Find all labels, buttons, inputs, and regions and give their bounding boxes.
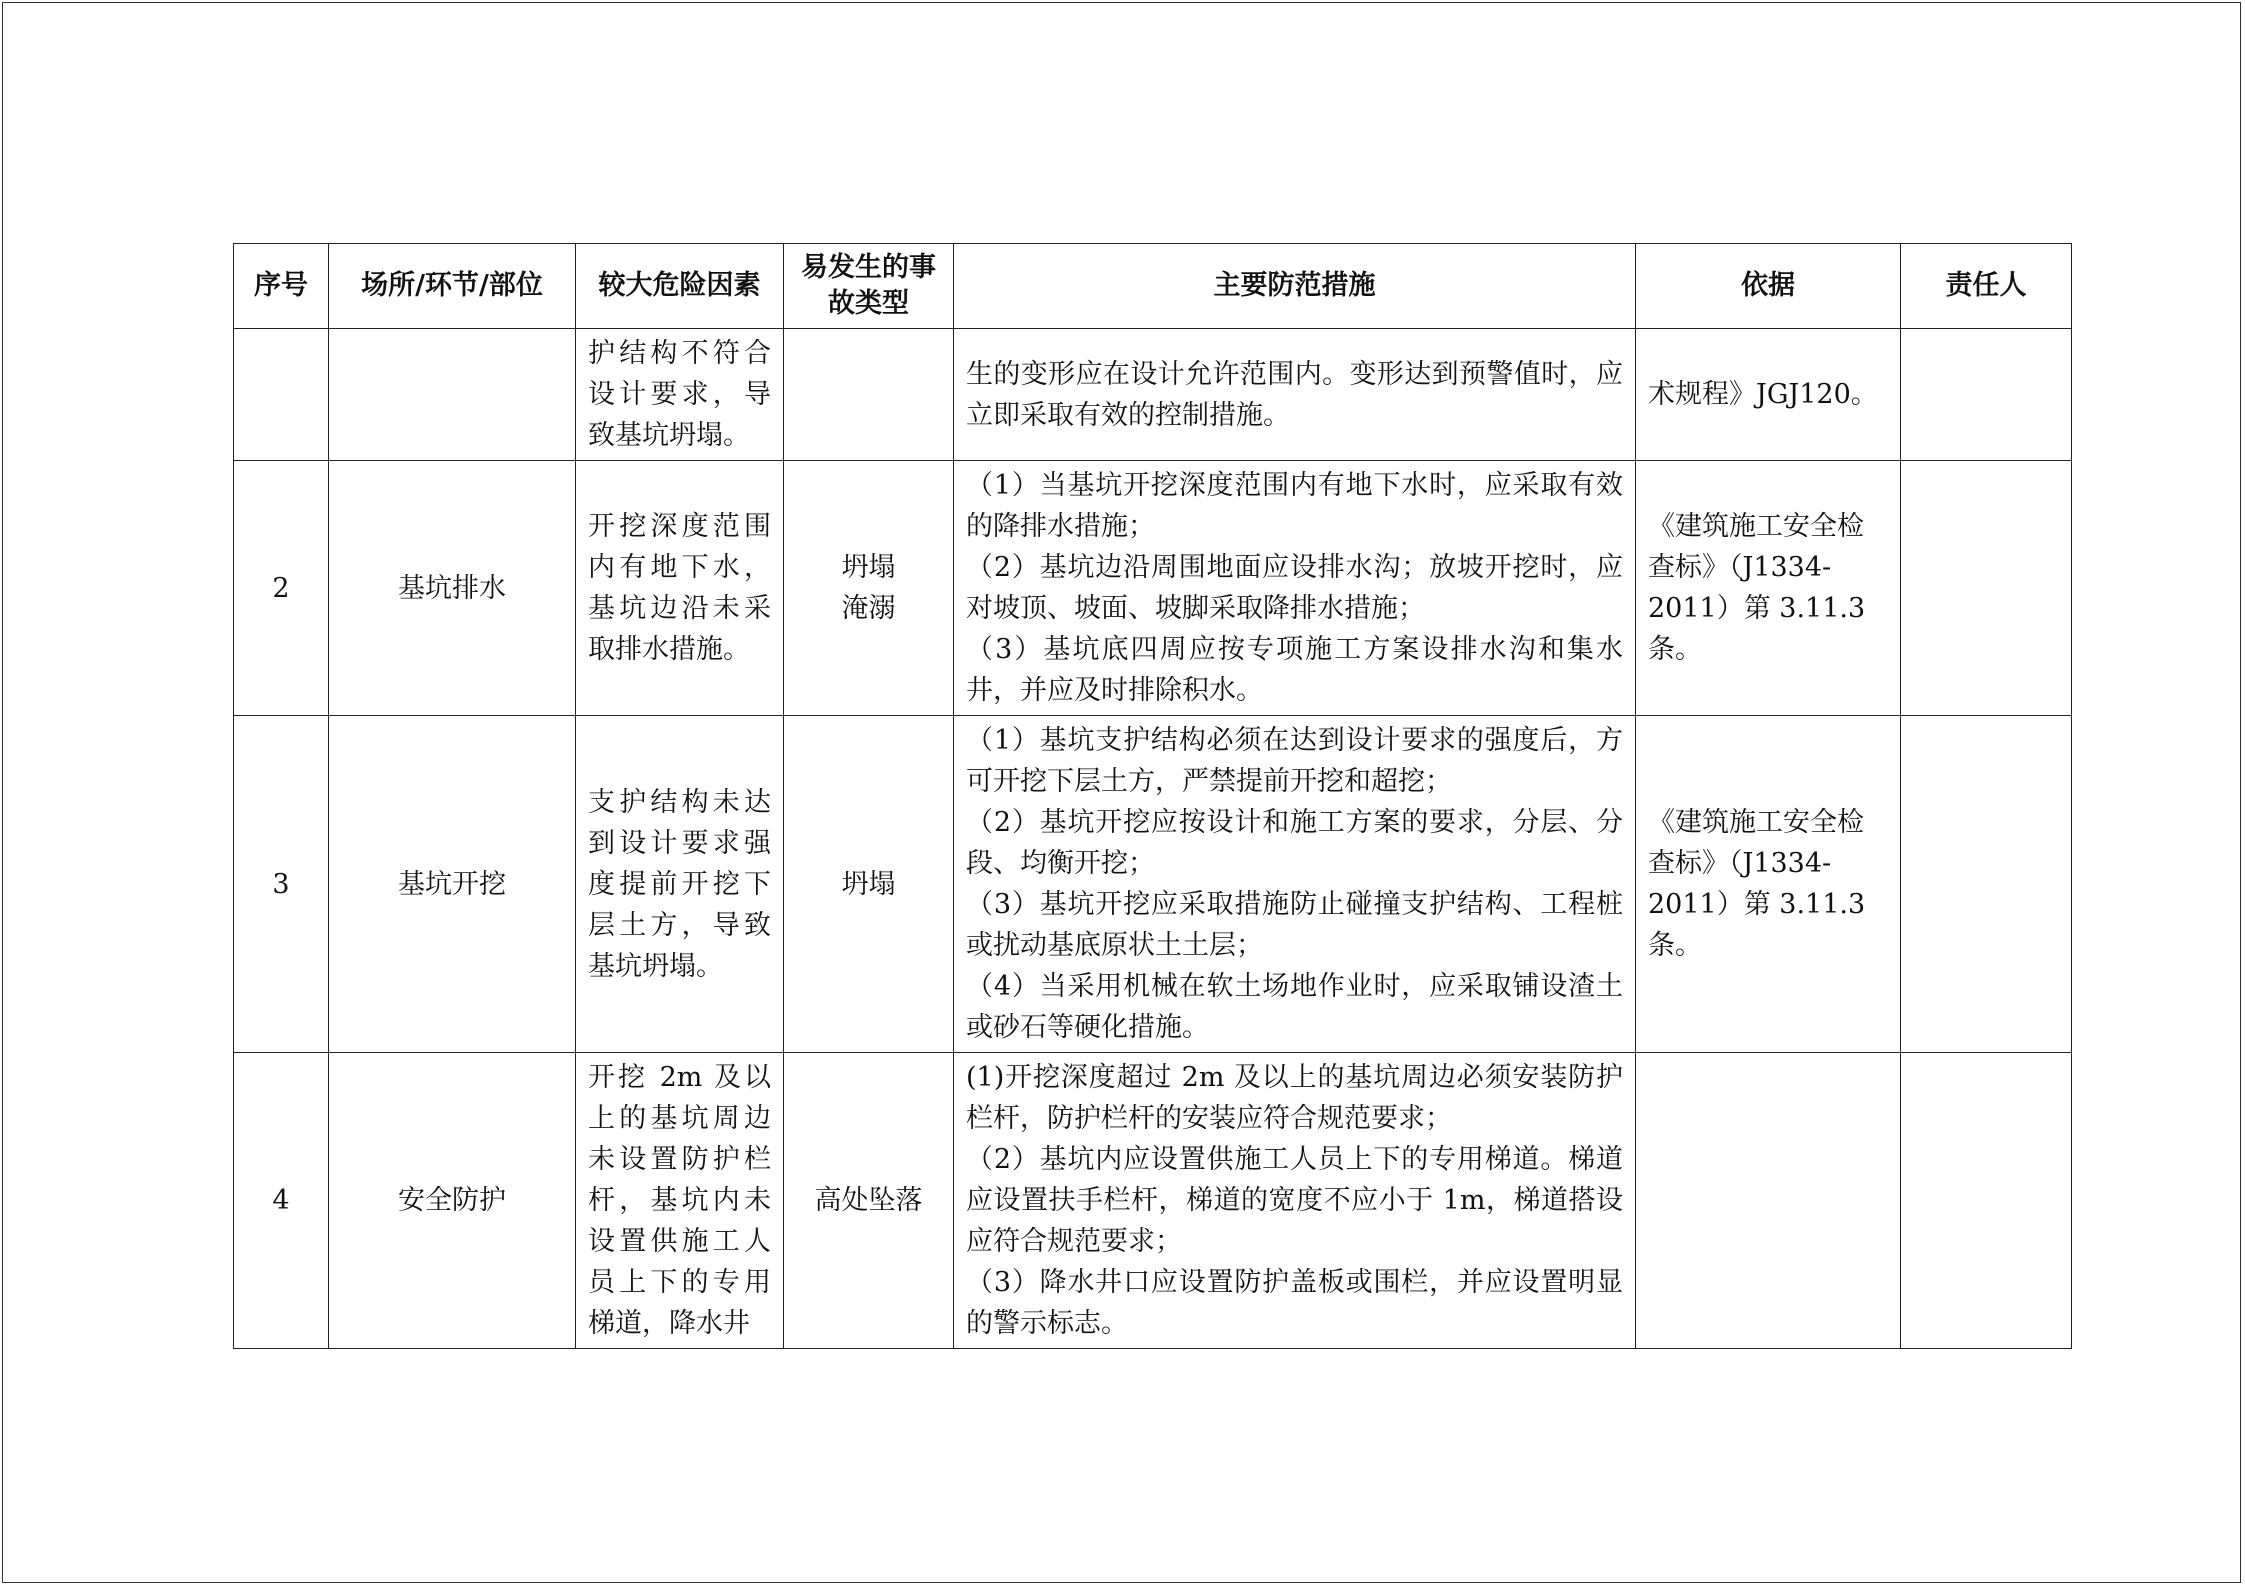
measure-item: （2）基坑开挖应按设计和施工方案的要求，分层、分段、均衡开挖；: [966, 807, 1623, 879]
measure-item: （1）基坑支护结构必须在达到设计要求的强度后，方可开挖下层土方，严禁提前开挖和超挖；: [966, 725, 1623, 797]
accident-type-line: 坍塌: [841, 552, 896, 583]
measure-item: （4）当采用机械在软土场地作业时，应采取铺设渣土或砂石等硬化措施。: [966, 971, 1623, 1043]
table-row: [234, 716, 2072, 1053]
cell-responsible: [1901, 1053, 2072, 1349]
table-row: [234, 1053, 2072, 1349]
cell-seq: 2: [234, 461, 329, 716]
cell-hazard: 支护结构未达到设计要求强度提前开挖下层土方，导致基坑坍塌。: [576, 716, 784, 1053]
cell-location: [329, 329, 576, 461]
document-page: [2, 2, 2241, 1583]
header-row: [234, 244, 2072, 329]
measure-item: （3）基坑底四周应按专项施工方案设排水沟和集水井，并应及时排除积水。: [966, 634, 1623, 706]
measure-item: (1)开挖深度超过 2m 及以上的基坑周边必须安装防护栏杆，防护栏杆的安装应符合规范要求；: [966, 1062, 1623, 1134]
cell-measures: [954, 329, 1636, 461]
cell-accident-type: [784, 461, 954, 716]
cell-basis: 《建筑施工安全检查标》（J1334-2011）第 3.11.3 条。: [1636, 461, 1901, 716]
header-seq: 序号: [234, 244, 329, 329]
cell-seq: 3: [234, 716, 329, 1053]
cell-seq: 4: [234, 1053, 329, 1349]
cell-measures: [954, 461, 1636, 716]
cell-accident-type: 坍塌: [784, 716, 954, 1053]
cell-seq: [234, 329, 329, 461]
table-row: [234, 461, 2072, 716]
accident-type-line: 淹溺: [841, 593, 896, 624]
header-responsible: 责任人: [1901, 244, 2072, 329]
header-location: 场所/环节/部位: [329, 244, 576, 329]
cell-measures: [954, 716, 1636, 1053]
header-measures: 主要防范措施: [954, 244, 1636, 329]
measure-item: （1）当基坑开挖深度范围内有地下水时，应采取有效的降排水措施；: [966, 470, 1623, 542]
measure-item: （3）基坑开挖应采取措施防止碰撞支护结构、工程桩或扰动基底原状土土层；: [966, 889, 1623, 961]
cell-measures: [954, 1053, 1636, 1349]
header-accident-type: 易发生的事故类型: [784, 244, 954, 329]
cell-responsible: [1901, 716, 2072, 1053]
cell-hazard: 开挖深度范围内有地下水，基坑边沿未采取排水措施。: [576, 461, 784, 716]
measure-item: （2）基坑内应设置供施工人员上下的专用梯道。梯道应设置扶手栏杆，梯道的宽度不应小于 1m，梯道搭设应符合规范要求；: [966, 1144, 1623, 1257]
measure-item: （3）降水井口应设置防护盖板或围栏，并应设置明显的警示标志。: [966, 1267, 1623, 1339]
cell-basis: 术规程》JGJ120。: [1636, 329, 1901, 461]
header-basis: 依据: [1636, 244, 1901, 329]
cell-location: 基坑开挖: [329, 716, 576, 1053]
cell-accident-type: [784, 329, 954, 461]
cell-responsible: [1901, 329, 2072, 461]
measure-item: （2）基坑边沿周围地面应设排水沟；放坡开挖时，应对坡顶、坡面、坡脚采取降排水措施；: [966, 552, 1623, 624]
cell-basis: [1636, 1053, 1901, 1349]
table-row: [234, 329, 2072, 461]
cell-location: 安全防护: [329, 1053, 576, 1349]
cell-basis: 《建筑施工安全检查标》（J1334-2011）第 3.11.3 条。: [1636, 716, 1901, 1053]
cell-hazard: 护结构不符合设计要求，导致基坑坍塌。: [576, 329, 784, 461]
cell-responsible: [1901, 461, 2072, 716]
hazard-table: [233, 243, 2072, 1349]
measure-item: 生的变形应在设计允许范围内。变形达到预警值时，应立即采取有效的控制措施。: [966, 358, 1623, 431]
cell-accident-type: 高处坠落: [784, 1053, 954, 1349]
header-hazard: 较大危险因素: [576, 244, 784, 329]
cell-hazard: 开挖 2m 及以上的基坑周边未设置防护栏杆，基坑内未设置供施工人员上下的专用梯道，降水井: [576, 1053, 784, 1349]
cell-location: 基坑排水: [329, 461, 576, 716]
